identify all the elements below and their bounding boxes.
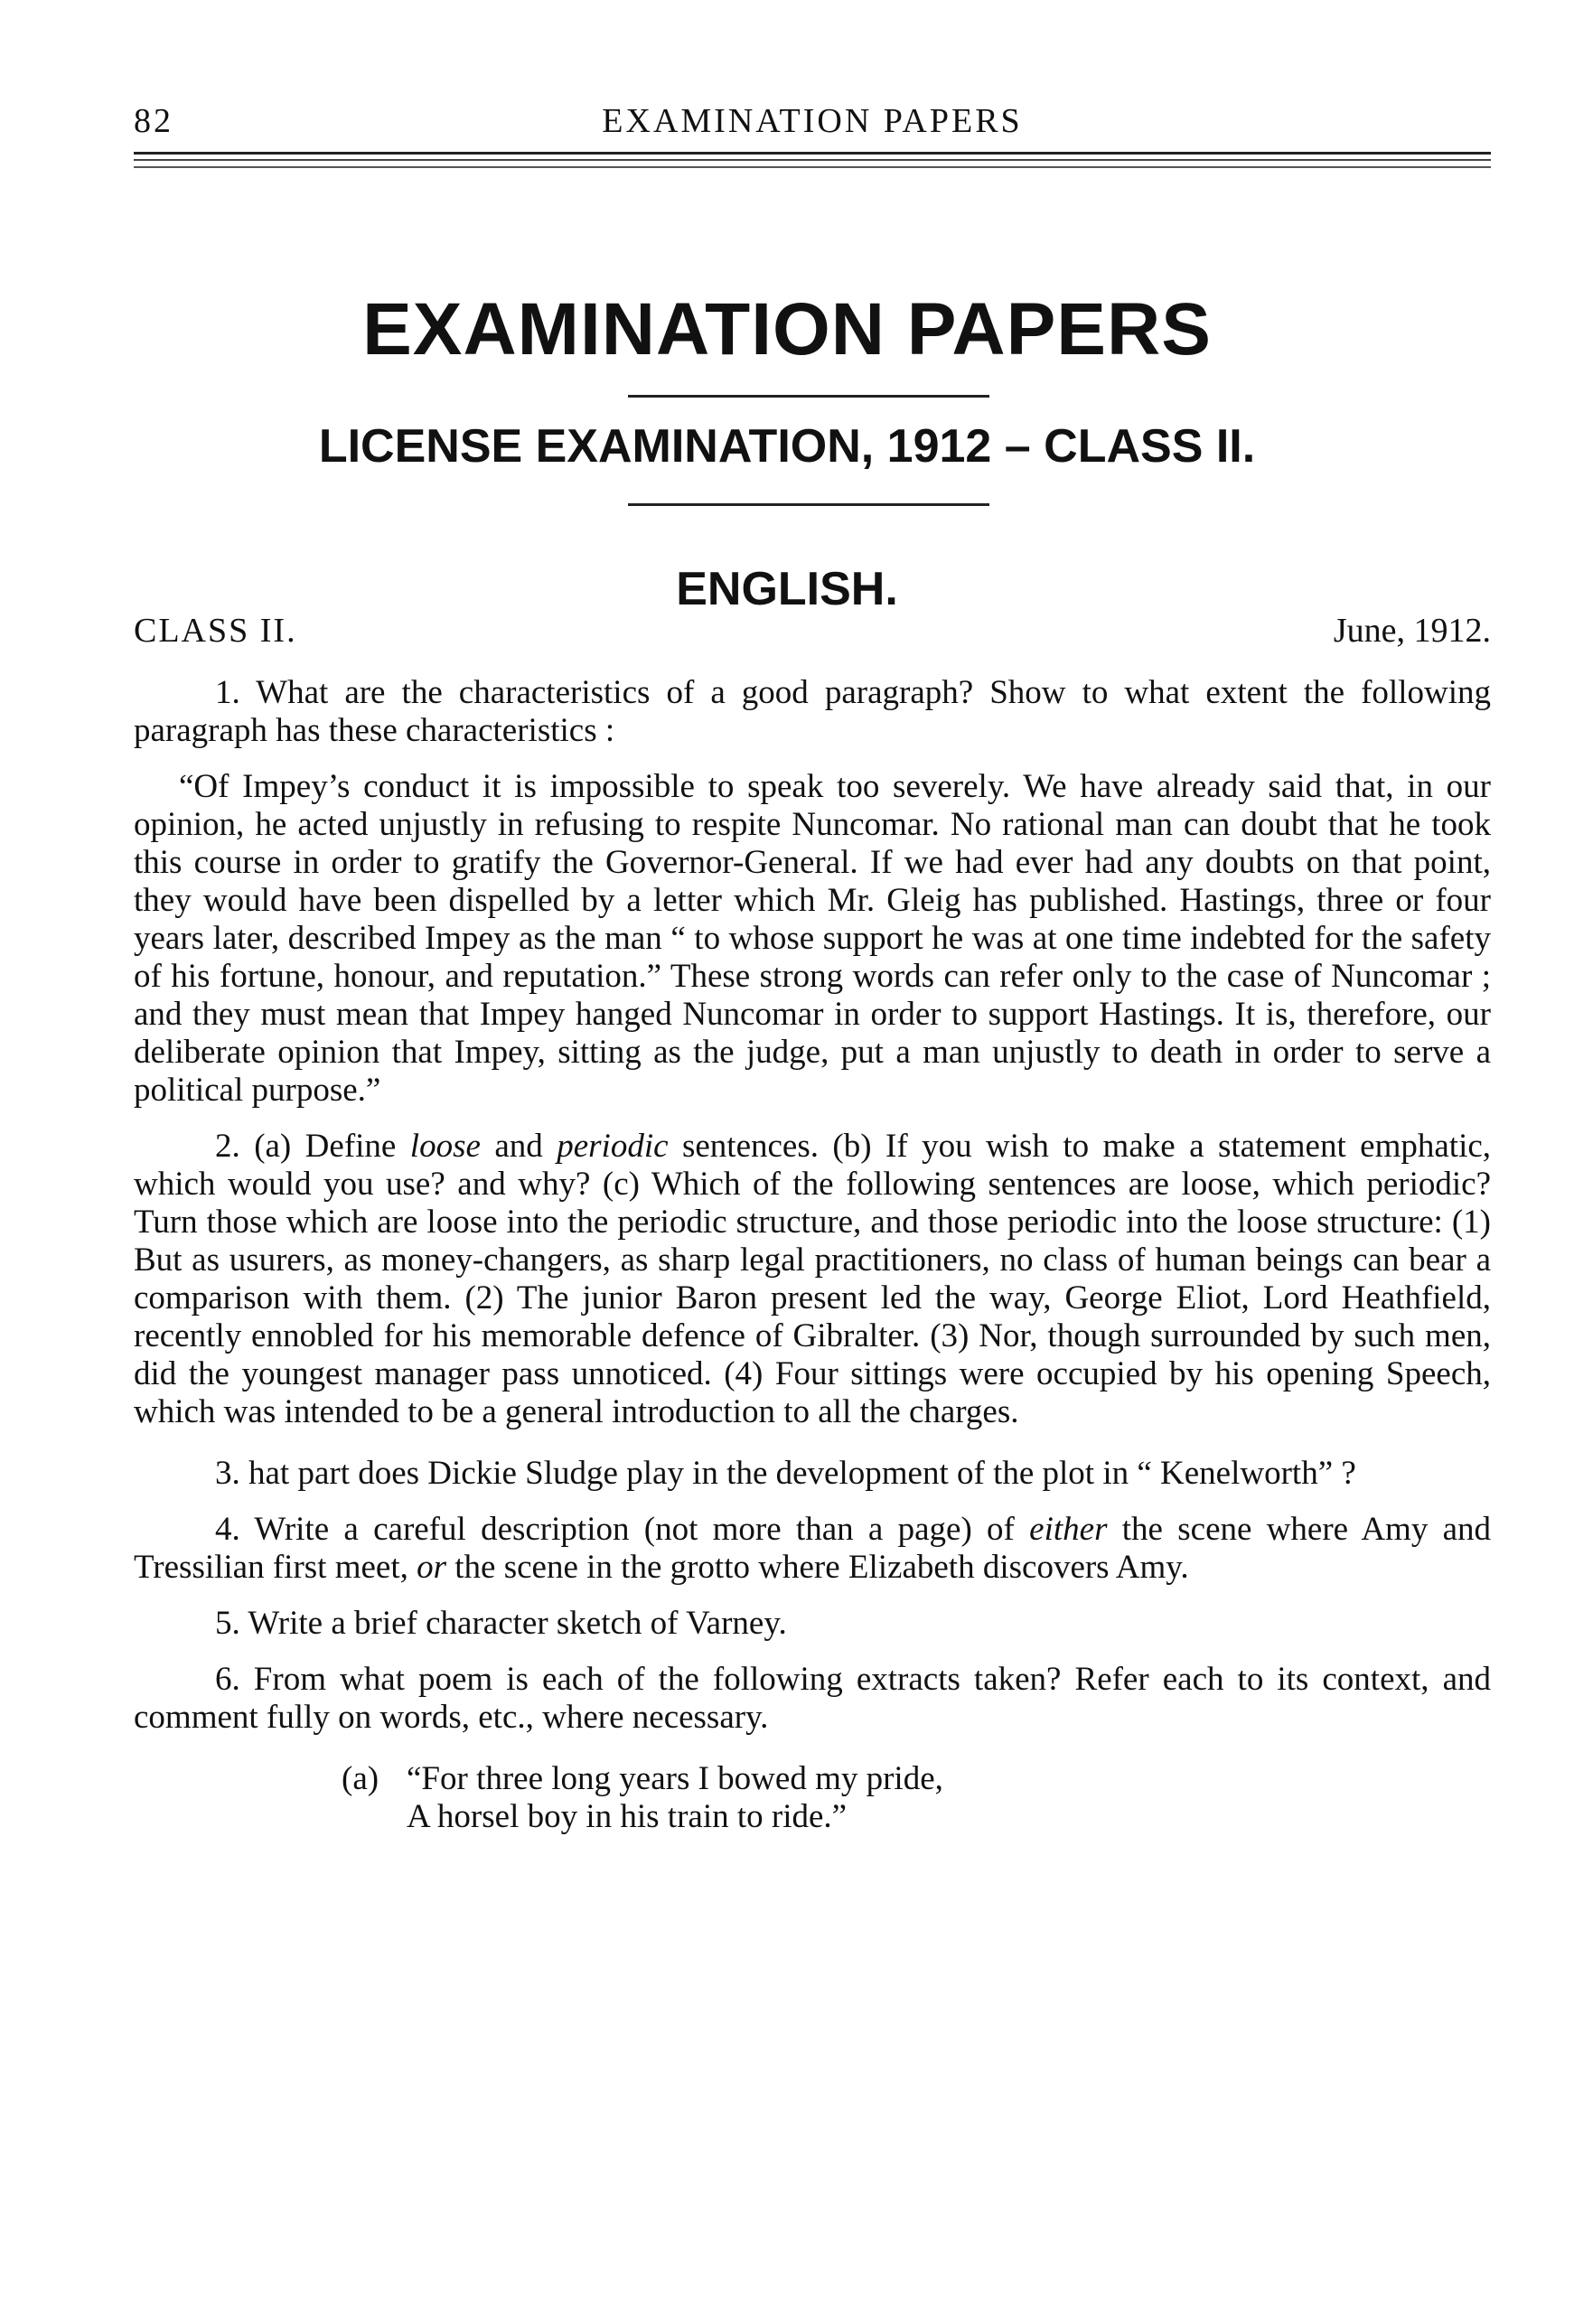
question-text: (a) Define (254, 1128, 397, 1165)
class-label: CLASS II. (134, 612, 297, 650)
question-number: 2. (215, 1128, 240, 1165)
question-6 (134, 1661, 1491, 1737)
main-title: EXAMINATION PAPERS (362, 288, 1212, 370)
question-text: the scene in the grotto where Elizabeth discovers Amy. (454, 1549, 1189, 1586)
emphasis-either: either (1029, 1511, 1108, 1548)
question-text: hat part does Dickie Sludge play in the development of the plot in “ Kenelworth” ? (248, 1455, 1356, 1492)
question-text: From what poem is each of the following extracts taken? Refer each to its context, and comment fully on words, etc., where necessary. (134, 1661, 1491, 1736)
exam-subtitle: LICENSE EXAMINATION, 1912 – CLASS II. (318, 420, 1256, 473)
extract-a (342, 1760, 1491, 1836)
running-head (134, 101, 1491, 145)
questions-body (134, 674, 1491, 1836)
header-rule (134, 166, 1491, 168)
question-number: 4. (215, 1511, 240, 1548)
class-date-line (134, 611, 1491, 656)
subject-heading: ENGLISH. (676, 563, 898, 615)
subtitle-rule (628, 503, 989, 506)
extract-line: “For three long years I bowed my pride, (407, 1760, 943, 1797)
question-5 (134, 1605, 1491, 1643)
question-number: 6. (215, 1661, 240, 1698)
question-text: sentences. (b) If you wish to make a statement emphatic, which would you use? and why? (c) Which of the following sentences are loose, which periodic? Turn those which are loose into the periodic structure, and those periodic into the loose structure: (1) But as usurers, as money-changers, as sharp legal practitioners, no class of human beings can bear a comparison with them. (2) The junior Baron present led the way, George Eliot, Lord Heathfield, recently ennobled for his memorable defence of Gibralter. (3) Nor, though surrounded by such men, did the youngest manager pass unnoticed. (4) Four sittings were occupied by his opening Speech, which was intended to be a general introduction to all the charges. (134, 1128, 1492, 1430)
emphasis-loose: loose (409, 1128, 481, 1165)
exam-date: June, 1912. (1333, 612, 1491, 650)
title-rule (628, 395, 989, 398)
question-text: What are the characteristics of a good paragraph? Show to what extent the following paragraph has these characteristics : (134, 674, 1491, 749)
question-text: Write a careful description (not more than a page) of (254, 1511, 1015, 1548)
running-title: EXAMINATION PAPERS (602, 102, 1023, 140)
quoted-paragraph: “Of Impey’s conduct it is impossible to speak too severely. We have already said that, in our opinion, he acted unjustly in refusing to respite Nuncomar. No rational man can doubt that he took this course in order to gratify the Governor-General. If we had ever had any doubts on that point, they would have been dispelled by a letter which Mr. Gleig has published. Hastings, three or four years later, described Impey as the man “ to whose support he was at one time indebted for the safety of his fortune, honour, and reputation.” These strong words can refer only to the case of Nuncomar ; and they must mean that Impey hanged Nuncomar in order to support Hastings. It is, therefore, our deliberate opinion that Impey, sitting as the judge, put a man unjustly to death in order to serve a political purpose.” (134, 768, 1491, 1109)
question-text: the scene where Amy and Tressilian first meet, (134, 1511, 1492, 1586)
question-text: Write a brief character sketch of Varney. (248, 1605, 787, 1642)
question-1 (134, 674, 1491, 750)
emphasis-or: or (417, 1549, 447, 1586)
question-2 (134, 1128, 1491, 1431)
question-number: 5. (215, 1605, 240, 1642)
question-3 (134, 1455, 1491, 1493)
question-4 (134, 1511, 1491, 1587)
question-number: 1. (215, 674, 240, 711)
extract-label: (a) (342, 1760, 379, 1797)
page-number: 82 (134, 102, 173, 140)
question-number: 3. (215, 1455, 240, 1492)
emphasis-periodic: periodic (557, 1128, 669, 1165)
extract-line: A horsel boy in his train to ride.” (407, 1798, 848, 1835)
question-text: and (494, 1128, 543, 1165)
header-rule (134, 152, 1491, 155)
header-rule (134, 159, 1491, 161)
